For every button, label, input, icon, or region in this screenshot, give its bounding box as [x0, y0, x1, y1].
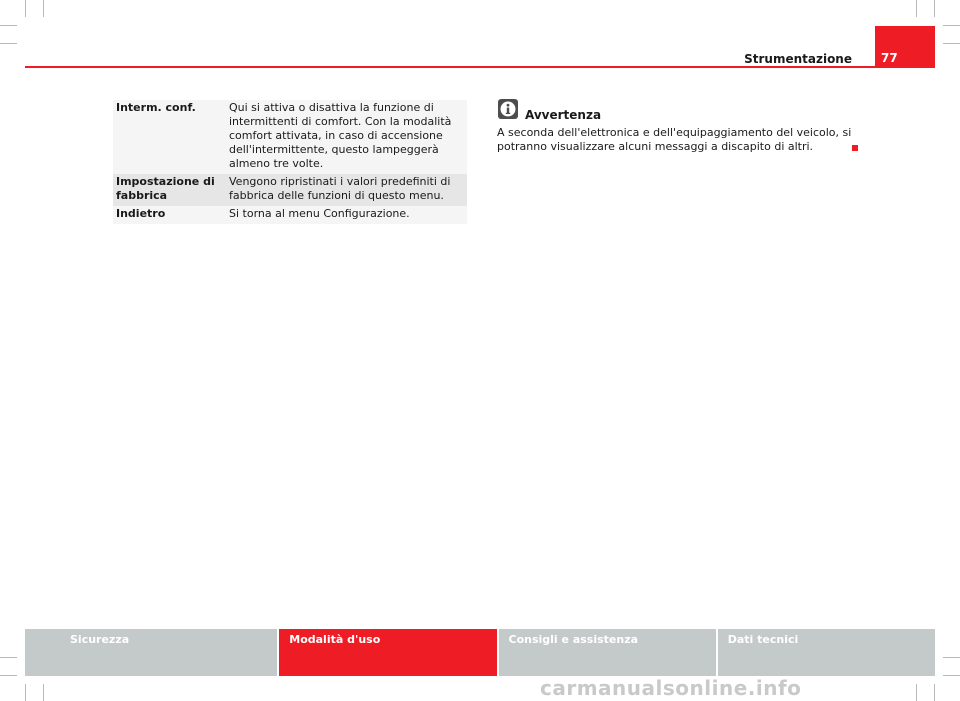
crop-mark: [943, 25, 960, 26]
crop-mark: [25, 0, 26, 17]
section-title: Strumentazione: [744, 52, 852, 66]
row-label: Impostazione di fabbrica: [113, 174, 226, 206]
info-icon: [498, 99, 518, 119]
table-row: [113, 206, 467, 224]
watermark: carmanualsonline.info: [540, 676, 802, 700]
crop-mark: [0, 675, 17, 676]
section-end-mark: [852, 145, 858, 151]
tab-dati-tecnici[interactable]: Dati tecnici: [718, 629, 935, 676]
crop-mark: [916, 0, 917, 17]
tab-sicurezza[interactable]: Sicurezza: [25, 629, 277, 676]
crop-mark: [25, 684, 26, 701]
tab-consigli-assistenza[interactable]: Consigli e assistenza: [499, 629, 716, 676]
settings-table: [113, 100, 467, 224]
footer-nav: [25, 629, 935, 676]
crop-mark: [943, 657, 960, 658]
crop-mark: [943, 675, 960, 676]
table-row: [113, 100, 467, 174]
row-label: Interm. conf.: [113, 100, 226, 174]
crop-mark: [0, 657, 17, 658]
note-title: Avvertenza: [525, 108, 602, 122]
crop-mark: [943, 43, 960, 44]
row-description: Vengono ripristinati i valori predefiniti di fabbrica delle funzioni di questo menu.: [226, 174, 467, 206]
crop-mark: [43, 0, 44, 17]
crop-mark: [934, 0, 935, 17]
row-description: Qui si attiva o disattiva la funzione di intermittenti di comfort. Con la modalità comfort attivata, in caso di accensione dell'intermittente, questo lampeggerà almeno tre volte.: [226, 100, 467, 174]
header-rule: [25, 66, 935, 68]
page-number: 77: [875, 26, 935, 68]
table-row: [113, 174, 467, 206]
crop-mark: [916, 684, 917, 701]
row-label: Indietro: [113, 206, 226, 224]
tab-modalita-uso[interactable]: Modalità d'uso: [279, 629, 496, 676]
crop-mark: [934, 684, 935, 701]
crop-mark: [0, 43, 17, 44]
crop-mark: [43, 684, 44, 701]
crop-mark: [0, 25, 17, 26]
row-description: Si torna al menu Configurazione.: [226, 206, 467, 224]
note-text: A seconda dell'elettronica e dell'equipaggiamento del veicolo, si potranno visualizzare alcuni messaggi a discapito di altri.: [497, 126, 852, 153]
